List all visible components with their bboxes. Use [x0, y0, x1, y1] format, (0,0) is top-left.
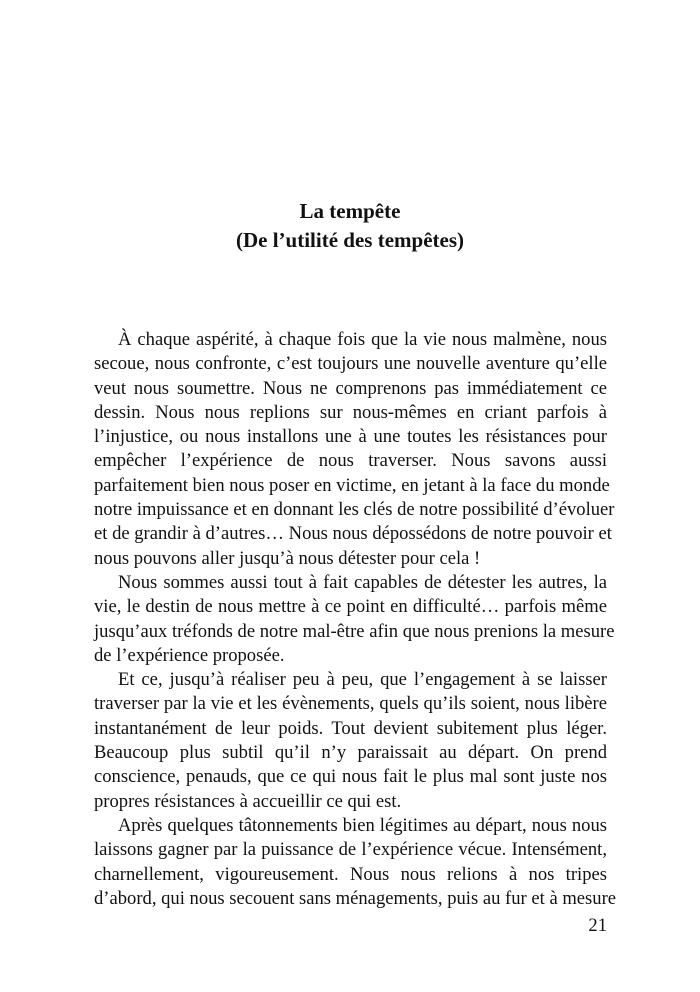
text-line: laissons gagner par la puissance de l’expérience vécue. Intensément, — [94, 839, 607, 861]
text-line: notre impuissance et en donnant les clés de notre possibilité d’évoluer — [94, 499, 615, 521]
text-line: veut nous soumettre. Nous ne comprenons pas immédiatement ce — [94, 377, 607, 399]
text-line: jusqu’aux tréfonds de notre mal-être afin que nous prenions la mesure — [94, 620, 615, 642]
text-line: de l’expérience proposée. — [94, 644, 285, 666]
paragraph — [94, 571, 615, 668]
text-line: dessin. Nous nous replions sur nous-mêmes en criant parfois à — [94, 401, 607, 423]
text-line: Nous sommes aussi tout à fait capables de détester les autres, la — [118, 571, 607, 593]
text-line: À chaque aspérité, à chaque fois que la vie nous malmène, nous — [118, 329, 607, 350]
text-line: propres résistances à accueillir ce qui est. — [94, 790, 402, 812]
text-line: traverser par la vie et les évènements, quels qu’ils soient, nous libère — [94, 693, 607, 715]
paragraph — [94, 814, 617, 911]
page-number: 21 — [588, 915, 607, 936]
text-line: vie, le destin de nous mettre à ce point en difficulté… parfois même — [94, 596, 607, 618]
text-line: instantanément de leur poids. Tout devient subitement plus léger. — [94, 717, 607, 739]
body-text — [94, 328, 617, 911]
text-line: d’abord, qui nous secouent sans ménagements, puis au fur et à mesure — [94, 887, 617, 909]
text-line: empêcher l’expérience de nous traverser. Nous savons aussi — [94, 450, 607, 472]
text-line: conscience, penauds, que ce qui nous fait le plus mal sont juste nos — [94, 766, 607, 788]
text-line: Beaucoup plus subtil qu’il n’y paraissait au départ. On prend — [94, 742, 607, 764]
text-line: Et ce, jusqu’à réaliser peu à peu, que l’engagement à se laisser — [118, 669, 607, 691]
paragraph — [94, 668, 607, 814]
text-line: secoue, nous confronte, c’est toujours une nouvelle aventure qu’elle — [94, 353, 607, 375]
text-line: Après quelques tâtonnements bien légitimes au départ, nous nous — [118, 814, 607, 836]
paragraph — [94, 328, 615, 571]
text-line: et de grandir à d’autres… Nous nous dépossédons de notre pouvoir et — [94, 523, 612, 545]
text-line: charnellement, vigoureusement. Nous nous relions à nos tripes — [94, 863, 607, 885]
chapter-subtitle: (De l’utilité des tempêtes) — [235, 228, 464, 252]
chapter-title: La tempête — [299, 199, 401, 223]
text-line: l’injustice, ou nous installons une à une toutes les résistances pour — [94, 426, 607, 448]
text-line: parfaitement bien nous poser en victime, en jetant à la face du monde — [94, 474, 610, 496]
text-line: nous pouvons aller jusqu’à nous détester pour cela ! — [94, 547, 481, 569]
